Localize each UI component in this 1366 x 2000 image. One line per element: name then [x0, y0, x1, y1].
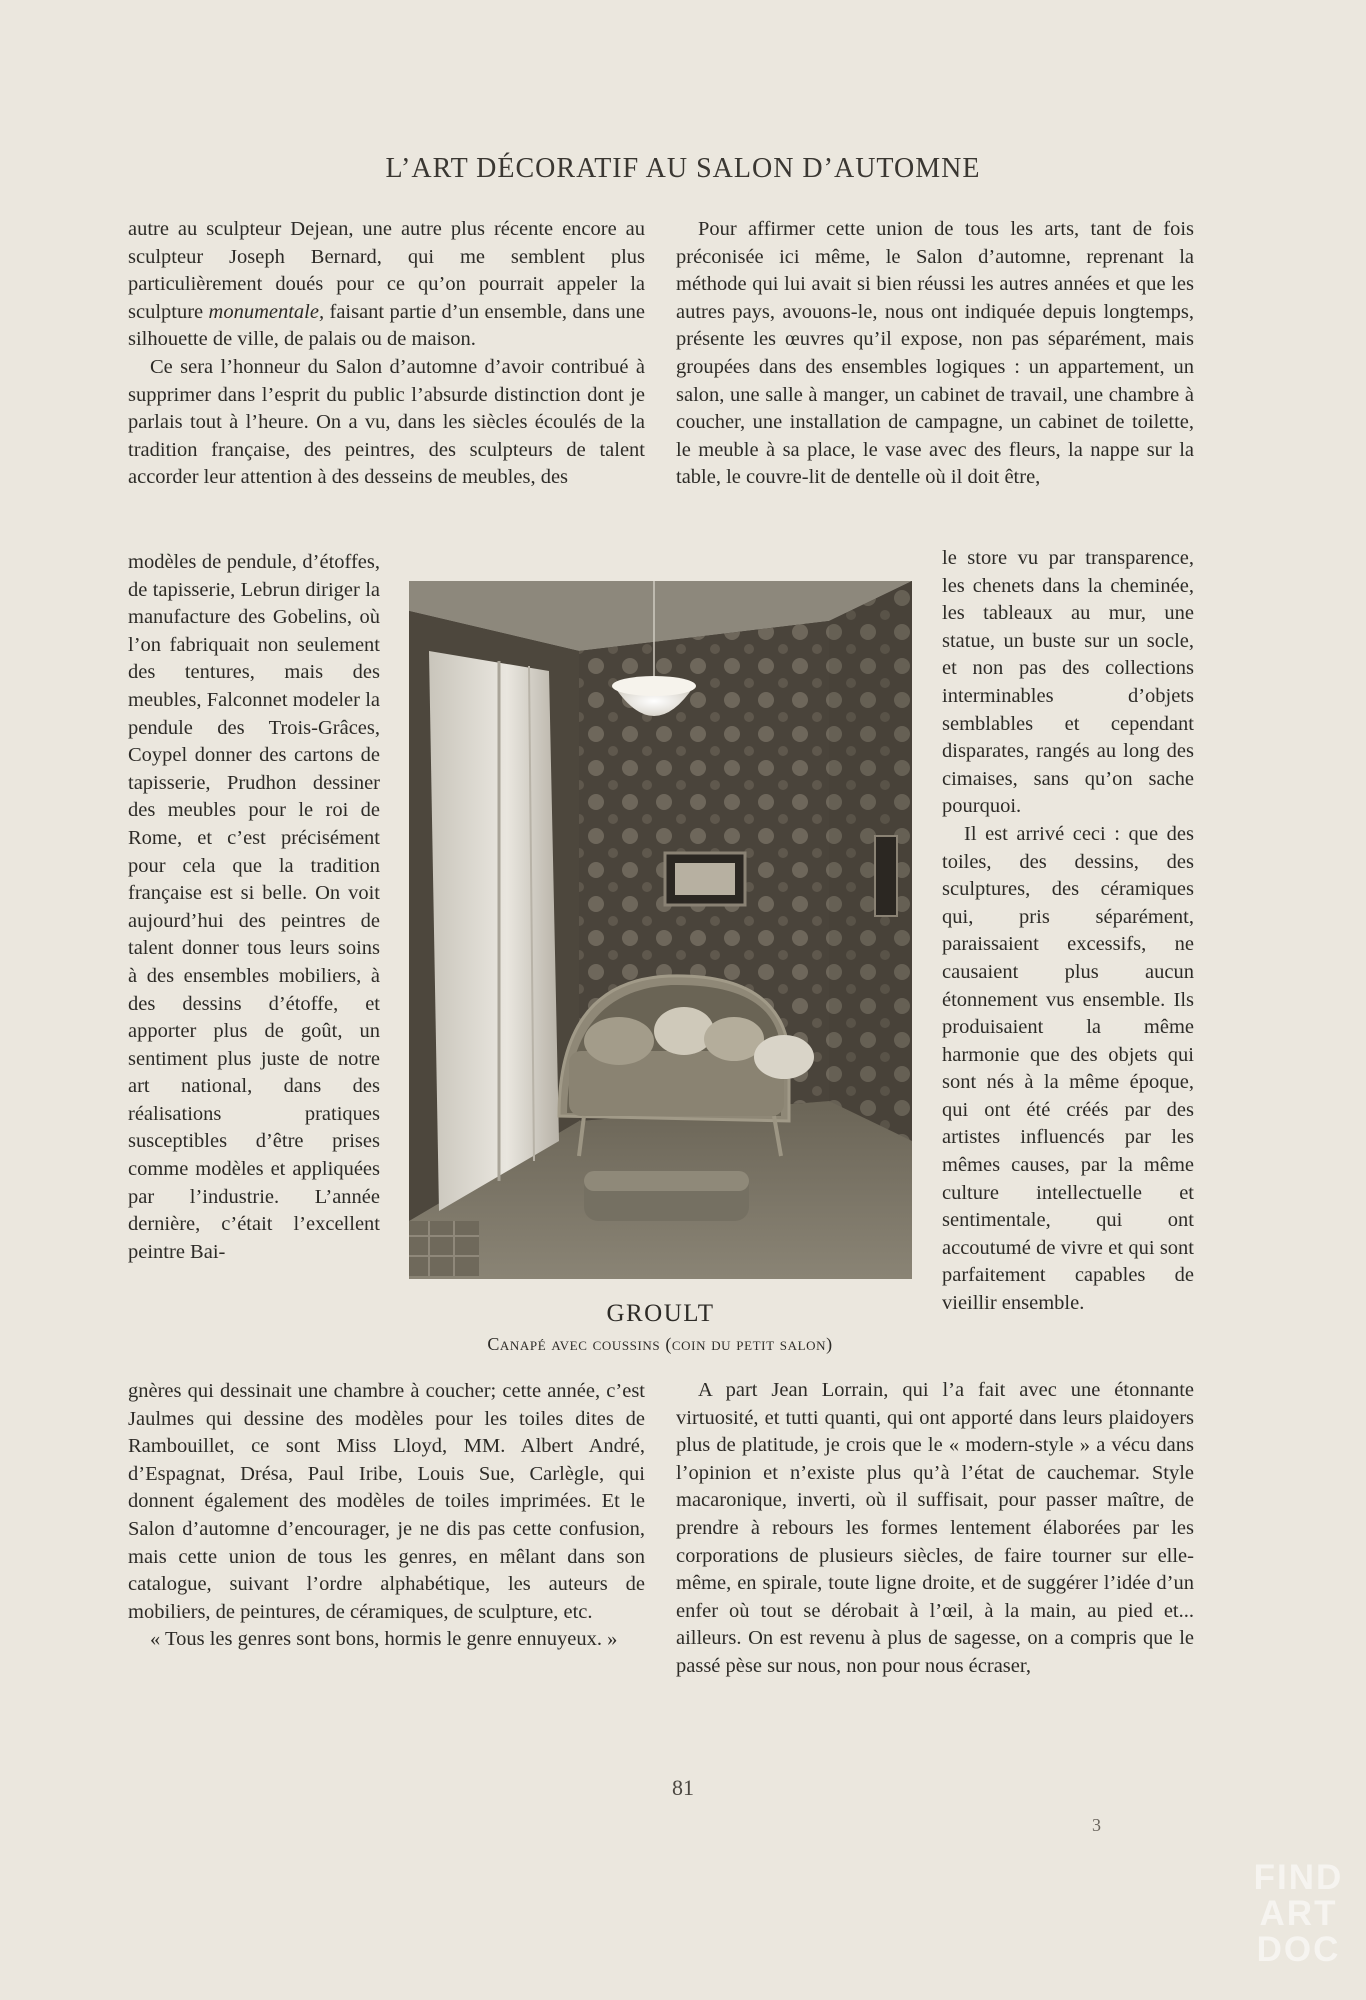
paragraph: Ce sera l’honneur du Salon d’automne d’avoir contribué à supprimer dans l’esprit du public l’absurde distinction dont je parlais tout à l’heure. On a vu, dans les siècles écoulés de la tradition française, des peintres, des sculpteurs de talent accorder leur attention à des desseins de meubles, des [128, 355, 645, 489]
right-column-wrap [942, 545, 1194, 1318]
right-column-bottom [676, 1377, 1194, 1681]
watermark-line: FIND [1253, 1858, 1344, 1897]
text-run: faisant partie d’un ensemble, dans une silhouette de ville, de palais ou de maison. [128, 300, 645, 351]
page-number: 81 [672, 1775, 694, 1800]
paragraph [128, 216, 645, 354]
paragraph: gnères qui dessinait une chambre à coucher; cette année, c’est Jaulmes qui dessine des modèles pour les toiles dites de Rambouillet, ce sont Miss Lloyd, MM. Albert André, d’Espagnat, Drésa, Paul Iribe, Louis Sue, Carlègle, qui donnent également des modèles de toiles imprimées. Et le Salon d’automne d’encourager, je ne dis pas cette confusion, mais cette union de tous les genres, en mêlant dans son catalogue, suivant l’ordre alphabétique, les auteurs de mobiliers, de peintures, de céramiques, de sculpture, etc. [128, 1380, 645, 1623]
left-column-bottom [128, 1378, 645, 1654]
text-run: autre au sculpteur Dejean, une autre plus récente encore au sculpteur Joseph Bernard, qui me semblent plus particulièrement doués pour ce qu’on pourrait appeler la sculpture [128, 218, 645, 323]
watermark-line: ART [1259, 1894, 1338, 1933]
figure-title: GROULT [606, 1300, 715, 1327]
signature-mark: 3 [1092, 1815, 1101, 1835]
paragraph: le store vu par transparence, les chenets dans la cheminée, les tableaux au mur, une statue, un buste sur un socle, et non pas des collections interminables d’objets semblables et cependant disparates, rangés au long des cimaises, sans qu’on sache pourquoi. [942, 547, 1194, 818]
left-column-top [128, 216, 645, 492]
running-head: L’ART DÉCORATIF AU SALON D’AUTOMNE [385, 153, 981, 184]
figure-caption: Canapé avec coussins (coin du petit salon) [487, 1334, 833, 1354]
photograph-illustration [409, 581, 912, 1279]
paragraph: Pour affirmer cette union de tous les arts, tant de fois préconisée ici même, le Salon d’automne, reprenant la méthode qui lui avait si bien réussi les autres années et que les autres pays, avouons-le, nous ont indiquée depuis longtemps, présente les œuvres qu’il expose, non pas séparément, mais groupées dans des ensembles logiques : un appartement, un salon, une salle à manger, un cabinet de travail, une chambre à coucher, une installation de campagne, un cabinet de toilette, le meuble à sa place, le vase avec des fleurs, la nappe sur la table, le couvre-lit de dentelle où il doit être, [676, 218, 1194, 489]
photograph-sofa-corner [409, 581, 912, 1279]
italic-word: monumentale, [208, 300, 325, 323]
paragraph: Il est arrivé ceci : que des toiles, des dessins, des sculptures, des céramiques qui, pris séparément, paraissaient excessifs, ne causaient plus aucun étonnement vus ensemble. Ils produisaient la même harmonie que des objets qui sont nés à la même époque, qui ont été créés par des artistes influencés par les mêmes causes, par la même culture intellectuelle et sentimentale, qui ont accoutumé de vivre et qui sont parfaitement capables de vieillir ensemble. [942, 822, 1194, 1315]
paragraph: A part Jean Lorrain, qui l’a fait avec une étonnante virtuosité, et tutti quanti, qui ont apporté dans leurs plaidoyers plus de platitude, je crois que le « modern-style » a vécu dans l’opinion et n’existe plus qu’à l’état de cauchemar. Style macaronique, inverti, où il suffisait, pour passer maître, de prendre à rebours les formes lentement élaborées par les corporations de plusieurs siècles, de faire tourner sur elle-même, en spirale, toute ligne droite, et de suggérer l’idée d’un enfer où tout se dérobait à l’œil, à la main, au pied et... ailleurs. On est revenu à plus de sagesse, on a compris que le passé pèse sur nous, non pour nous écraser, [676, 1379, 1194, 1677]
paragraph: « Tous les genres sont bons, hormis le genre ennuyeux. » [150, 1628, 618, 1651]
paragraph: modèles de pendule, d’étoffes, de tapisserie, Lebrun diriger la manufacture des Gobelins, où l’on fabriquait non seulement des tentures, mais des meubles, Falconnet modeler la pendule des Trois-Grâces, Coypel donner des cartons de tapisserie, Prudhon dessiner des meubles pour le roi de Rome, et c’est précisément pour cela que la tradition française est si belle. On voit aujourd’hui des peintres de talent donner tous leurs soins à des ensembles mobiliers, à des dessins d’étoffe, et apporter plus de goût, un sentiment plus juste de notre art national, dans des réalisations pratiques susceptibles d’être prises comme modèles et appliquées par l’industrie. L’année dernière, c’était l’excellent peintre Bai- [128, 551, 380, 1263]
watermark-logo [1236, 1860, 1361, 1968]
watermark-line: DOC [1256, 1930, 1341, 1969]
right-column-top [676, 216, 1194, 492]
left-column-wrap [128, 549, 380, 1266]
